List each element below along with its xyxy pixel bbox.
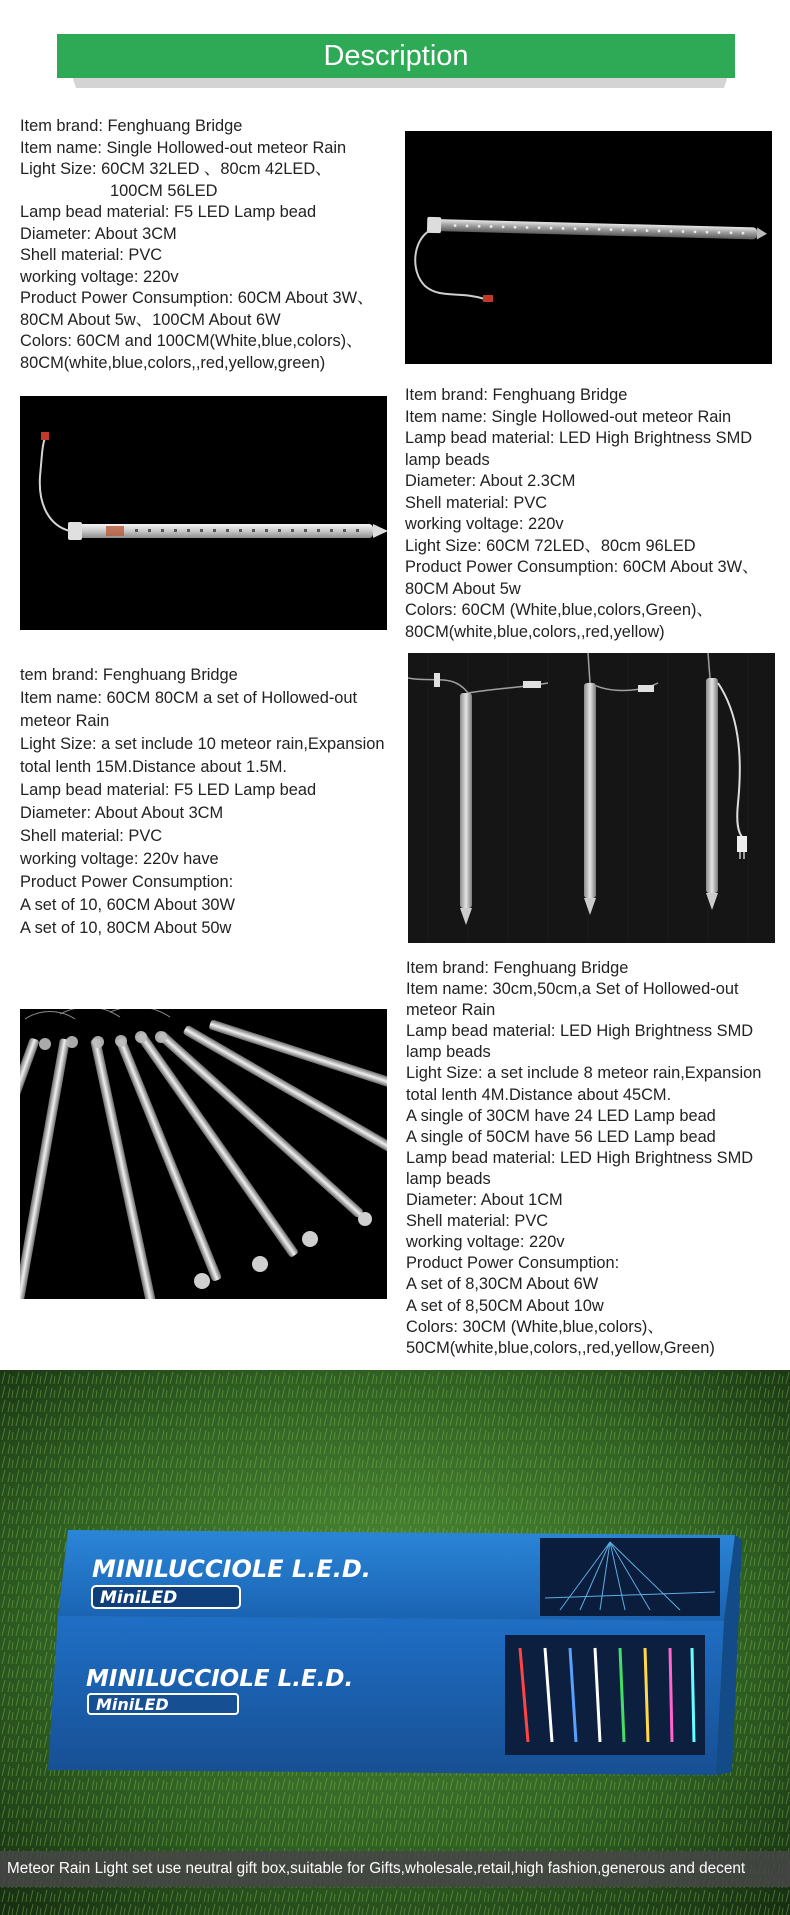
- spec-line: meteor Rain: [406, 1001, 496, 1020]
- spec-line: Shell material: PVC: [405, 493, 548, 512]
- spec-line: lamp beads: [406, 1169, 491, 1188]
- spec-line: A set of 8,50CM About 10w: [406, 1296, 604, 1315]
- spec-line: Diameter: About 2.3CM: [405, 472, 576, 490]
- spec-line: Colors: 30CM (White,blue,colors)、: [406, 1317, 664, 1336]
- box-sub-top: MiniLED: [100, 1588, 178, 1608]
- spec-line: Colors: 60CM and 100CM(White,blue,colors)、: [20, 332, 363, 350]
- spec-line: Light Size: a set include 10 meteor rain,Expansion: [20, 735, 385, 753]
- tube-fan-photo: [20, 1009, 387, 1299]
- spec-line: 100CM 56LED: [110, 181, 218, 200]
- tube-fan-graphic: [20, 1009, 387, 1299]
- spec-line: total lenth 15M.Distance about 1.5M.: [20, 758, 287, 776]
- spec-line: working voltage: 220v: [406, 1233, 565, 1252]
- spec-line: A set of 10, 80CM About 50w: [20, 919, 232, 937]
- spec-line: Light Size: 60CM 72LED、80cm 96LED: [405, 536, 696, 555]
- spec-line: Lamp bead material: LED High Brightness SMD: [405, 429, 753, 447]
- box-sub-front: MiniLED: [96, 1695, 169, 1714]
- spec-line: A set of 10, 60CM About 30W: [20, 896, 236, 914]
- spec-line: 80CM About 5w、100CM About 6W: [20, 310, 281, 329]
- spec-line: working voltage: 220v have: [20, 850, 219, 868]
- spec-block-3: [20, 664, 384, 940]
- spec-line: Light Size: a set include 8 meteor rain,Expansion: [406, 1064, 762, 1083]
- spec-line: 80CM(white,blue,colors,,red,yellow): [405, 622, 665, 641]
- spec-line: total lenth 4M.Distance about 45CM.: [406, 1085, 672, 1104]
- caption-text: Meteor Rain Light set use neutral gift box,suitable for Gifts,wholesale,retail,high fashion,generous and decent: [7, 1860, 746, 1877]
- spec-line: meteor Rain: [20, 712, 110, 730]
- spec-line: Product Power Consumption: 60CM About 3W、: [20, 289, 374, 307]
- spec-line: tem brand: Fenghuang Bridge: [20, 666, 238, 684]
- spec-line: Item name: Single Hollowed-out meteor Rain: [405, 407, 732, 426]
- single-tube-photo-1: [405, 131, 772, 364]
- spec-line: Lamp bead material: LED High Brightness SMD: [406, 1022, 754, 1041]
- spec-line: Product Power Consumption:: [406, 1254, 620, 1273]
- spec-line: Item brand: Fenghuang Bridge: [405, 386, 628, 404]
- spec-line: Light Size: 60CM 32LED 、80cm 42LED、: [20, 160, 332, 178]
- caption-bar: [0, 1851, 790, 1887]
- spec-line: Lamp bead material: F5 LED Lamp bead: [20, 781, 317, 799]
- description-banner: Description: [57, 34, 735, 78]
- spec-line: Lamp bead material: F5 LED Lamp bead: [20, 203, 317, 221]
- spec-line: working voltage: 220v: [20, 267, 179, 286]
- spec-line: Diameter: About 1CM: [406, 1191, 563, 1210]
- spec-line: Shell material: PVC: [406, 1212, 549, 1231]
- single-tube-graphic: [405, 131, 772, 364]
- spec-line: Item brand: Fenghuang Bridge: [20, 117, 243, 135]
- box-brand-front: MINILUCCIOLE L.E.D.: [86, 1666, 354, 1692]
- spec-line: 80CM About 5w: [405, 579, 521, 598]
- gift-box-graphic: [0, 1370, 790, 1915]
- single-tube-graphic: [20, 396, 387, 630]
- spec-line: lamp beads: [405, 450, 490, 469]
- gift-box-photo: [0, 1370, 790, 1915]
- spec-line: Lamp bead material: LED High Brightness SMD: [406, 1148, 754, 1167]
- spec-line: Item name: 30cm,50cm,a Set of Hollowed-out: [406, 980, 739, 999]
- spec-line: Product Power Consumption:: [20, 873, 234, 891]
- spec-line: Shell material: PVC: [20, 827, 163, 845]
- spec-line: A single of 50CM have 56 LED Lamp bead: [406, 1127, 716, 1146]
- spec-line: A single of 30CM have 24 LED Lamp bead: [406, 1106, 716, 1125]
- spec-block-2: [405, 385, 758, 643]
- spec-line: Item name: 60CM 80CM a set of Hollowed-out: [20, 689, 358, 707]
- spec-line: 80CM(white,blue,colors,,red,yellow,green): [20, 353, 326, 372]
- spec-line: Product Power Consumption: 60CM About 3W、: [405, 558, 759, 576]
- spec-line: Item name: Single Hollowed-out meteor Rain: [20, 138, 347, 157]
- spec-line: lamp beads: [406, 1043, 491, 1062]
- spec-line: Diameter: About 3CM: [20, 224, 177, 243]
- spec-block-1: [20, 116, 373, 374]
- spec-line: Item brand: Fenghuang Bridge: [406, 959, 629, 977]
- spec-line: A set of 8,30CM About 6W: [406, 1275, 599, 1294]
- spec-line: 50CM(white,blue,colors,,red,yellow,Green): [406, 1338, 715, 1357]
- spec-line: Shell material: PVC: [20, 246, 163, 264]
- hanging-tubes-graphic: [408, 653, 775, 943]
- box-brand-top: MINILUCCIOLE L.E.D.: [92, 1555, 371, 1583]
- spec-block-4: [406, 958, 761, 1359]
- spec-line: Diameter: About About 3CM: [20, 804, 224, 822]
- spec-line: working voltage: 220v: [405, 515, 564, 533]
- spec-line: Colors: 60CM (White,blue,colors,Green)、: [405, 601, 713, 619]
- single-tube-photo-2: [20, 396, 387, 630]
- hanging-tubes-photo: [408, 653, 775, 943]
